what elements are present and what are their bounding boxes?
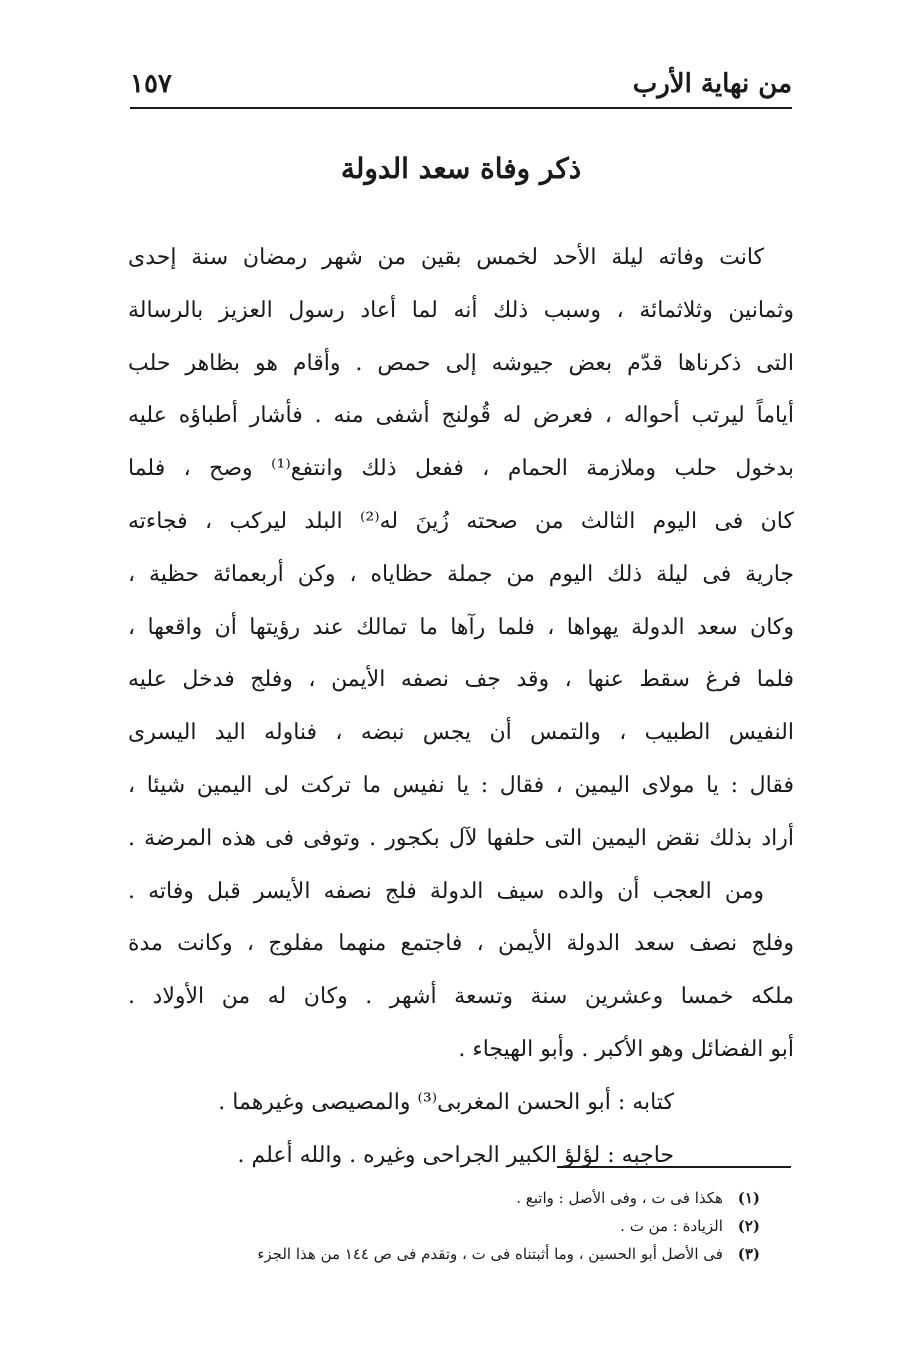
- footnote-text: فى الأصل أبو الحسين ، وما أثبتناه فى ت ، وتقدم فى ص ١٤٤ من هذا الجزء: [257, 1245, 723, 1263]
- body-line: وكان سعد الدولة يهواها ، فلما رآها ما تمالك عند رؤيتها أن واقعها ،: [128, 614, 794, 640]
- running-title: من نهاية الأرب: [632, 69, 792, 99]
- page-number: ١٥٧: [130, 69, 172, 99]
- body-line: أياماً ليرتب أحواله ، فعرض له قُولنج أشفى منه . فأشار أطباؤه عليه: [128, 403, 794, 429]
- body-line: فلما فرغ سقط عنها ، وقد جف نصفه الأيمن ، وفلج فدخل عليه: [128, 667, 794, 693]
- section-title: ذكر وفاة سعد الدولة: [340, 152, 582, 185]
- footnote: [170, 1240, 760, 1268]
- body-line: أراد بذلك نقض اليمين التى حلفها لآل بكجور . وتوفى فى هذه المرضة .: [128, 825, 794, 851]
- body-line: بدخول حلب وملازمة الحمام ، ففعل ذلك وانتفع⁽¹⁾ وصح ، فلما: [128, 456, 794, 482]
- body-line: التى ذكرناها قدّم بعض جيوشه إلى حمص . وأقام هو بظاهر حلب: [128, 350, 794, 376]
- page-header: [130, 62, 792, 106]
- body-text: [128, 232, 794, 1182]
- footnote-number: (٢): [737, 1217, 760, 1235]
- body-line: جارية فى ليلة ذلك اليوم من جملة حظاياه ، وكن أربعمائة حظية ،: [128, 561, 794, 587]
- body-line: أبو الفضائل وهو الأكبر . وأبو الهيجاء .: [458, 1036, 794, 1062]
- body-line: كتابه : أبو الحسن المغربى⁽³⁾ والمصيصى وغيرهما .: [218, 1089, 674, 1115]
- footnote-number: (٣): [737, 1245, 760, 1263]
- body-line: وثمانين وثلاثمائة ، وسبب ذلك أنه لما أعاد رسول العزيز بالرسالة: [128, 297, 794, 323]
- footnote-number: (١): [737, 1189, 760, 1207]
- body-line: ومن العجب أن والده سيف الدولة فلج نصفه الأيسر قبل وفاته .: [128, 878, 764, 904]
- body-line: كان فى اليوم الثالث من صحته زُينَ له⁽²⁾ البلد ليركب ، فجاءته: [128, 508, 794, 534]
- body-line: النفيس الطبيب ، والتمس أن يجس نبضه ، فناوله اليد اليسرى: [128, 720, 794, 746]
- footnote-text: هكذا فى ت ، وفى الأصل : واتبع .: [516, 1189, 723, 1207]
- footnote: [170, 1184, 760, 1212]
- body-line: وفلج نصف سعد الدولة الأيمن ، فاجتمع منهما مفلوج ، وكانت مدة: [128, 931, 794, 957]
- footnotes: [170, 1184, 760, 1268]
- body-line: ملكه خمسا وعشرين سنة وتسعة أشهر . وكان له من الأولاد .: [128, 984, 794, 1010]
- body-line: كانت وفاته ليلة الأحد لخمس بقين من شهر رمضان سنة إحدى: [128, 245, 764, 270]
- header-divider: [130, 107, 792, 109]
- footnote-text: الزيادة : من ت .: [620, 1217, 723, 1235]
- body-line: حاجبه : لؤلؤ الكبير الجراحى وغيره . والله أعلم .: [237, 1142, 674, 1168]
- body-line: فقال : يا مولاى اليمين ، فقال : يا نفيس ما تركت لى اليمين شيئا ،: [128, 772, 794, 798]
- footnote-divider: [557, 1166, 791, 1168]
- footnote: [170, 1212, 760, 1240]
